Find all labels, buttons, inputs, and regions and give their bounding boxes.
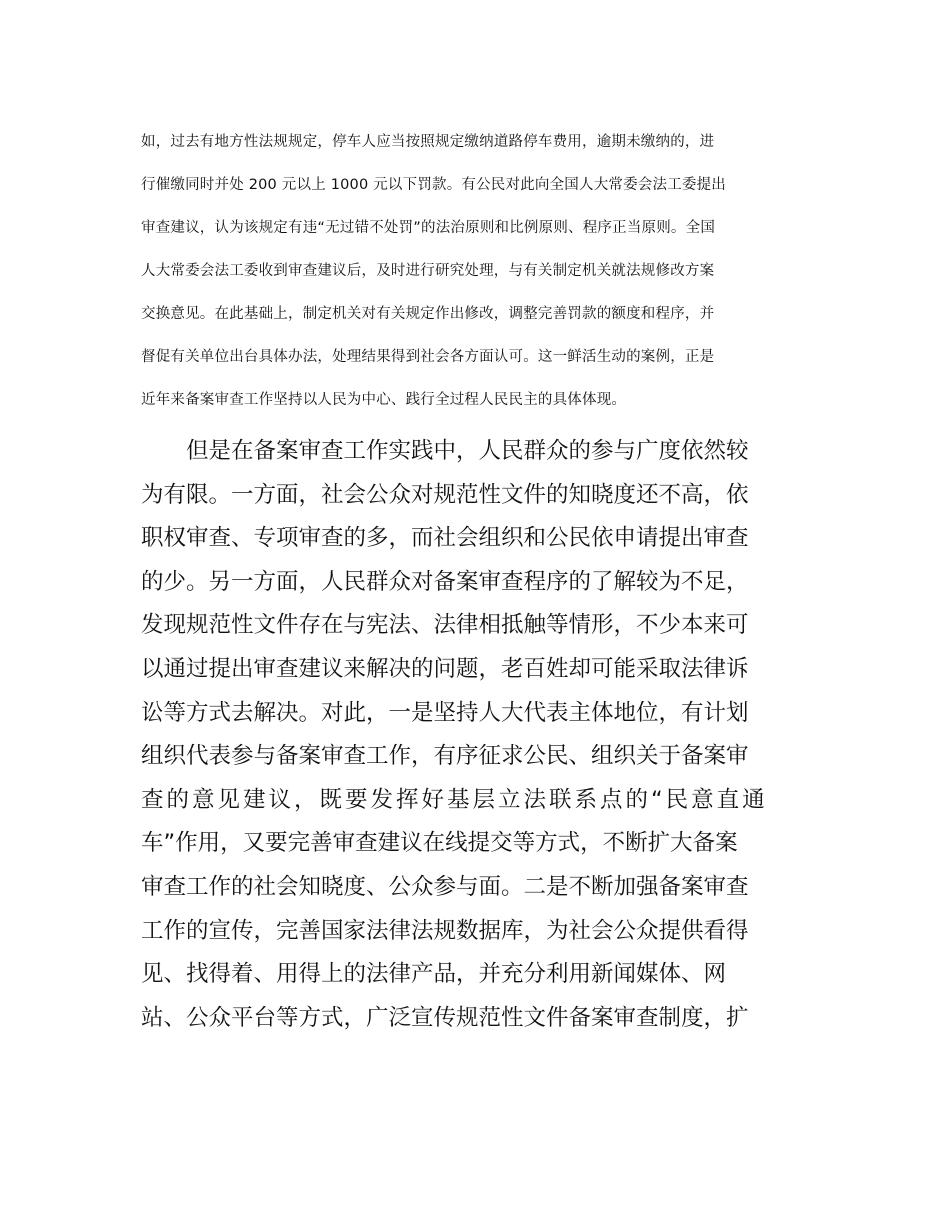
paragraph-line: 组织代表参与备案审查工作，有序征求公民、组织关于备案审: [141, 743, 749, 770]
paragraph-line: 行催缴同时并处 200 元以上 1000 元以下罚款。有公民对此向全国人大常委会法工委提出: [141, 177, 727, 193]
paragraph-line: 但是在备案审查工作实践中，人民群众的参与广度依然较: [141, 438, 749, 464]
paragraph-line: 的少。另一方面，人民群众对备案审查程序的了解较为不足，: [141, 568, 749, 595]
paragraph-case-example: [141, 124, 811, 425]
paragraph-line: 发现规范性文件存在与宪法、法律相抵触等情形，不少本来可: [141, 612, 749, 639]
paragraph-line: 工作的宣传，完善国家法律法规数据库，为社会公众提供看得: [141, 917, 749, 944]
paragraph-line: 以通过提出审查建议来解决的问题，老百姓却可能采取法律诉: [141, 655, 749, 682]
paragraph-line: 车”作用，又要完善审查建议在线提交等方式，不断扩大备案: [141, 830, 738, 857]
paragraph-line: 为有限。一方面，社会公众对规范性文件的知晓度还不高，依: [141, 481, 749, 508]
paragraph-line: 人大常委会法工委收到审查建议后，及时进行研究处理，与有关制定机关就法规修改方案: [141, 263, 715, 279]
paragraph-line: 如，过去有地方性法规规定，停车人应当按照规定缴纳道路停车费用，逾期未缴纳的，进: [141, 134, 715, 150]
paragraph-line: 近年来备案审查工作坚持以人民为中心、践行全过程人民民主的具体体现。: [141, 392, 627, 408]
paragraph-line: 职权审查、专项审查的多，而社会组织和公民依申请提出审查: [141, 525, 749, 552]
paragraph-line: 讼等方式去解决。对此，一是坚持人大代表主体地位，有计划: [141, 699, 749, 726]
paragraph-line: 查的意见建议，既要发挥好基层立法联系点的“民意直通: [141, 786, 768, 813]
paragraph-line: 见、找得着、用得上的法律产品，并充分利用新闻媒体、网: [141, 961, 727, 988]
paragraph-line: 审查建议，认为该规定有违“无过错不处罚”的法治原则和比例原则、程序正当原则。全国: [141, 220, 716, 236]
paragraph-line: 审查工作的社会知晓度、公众参与面。二是不断加强备案审查: [141, 873, 749, 900]
paragraph-public-participation: [141, 431, 813, 1041]
paragraph-line: 站、公众平台等方式，广泛宣传规范性文件备案审查制度，扩: [141, 1004, 749, 1031]
paragraph-line: 交换意见。在此基础上，制定机关对有关规定作出修改，调整完善罚款的额度和程序，并: [141, 306, 715, 322]
paragraph-line: 督促有关单位出台具体办法，处理结果得到社会各方面认可。这一鲜活生动的案例，正是: [141, 349, 715, 365]
